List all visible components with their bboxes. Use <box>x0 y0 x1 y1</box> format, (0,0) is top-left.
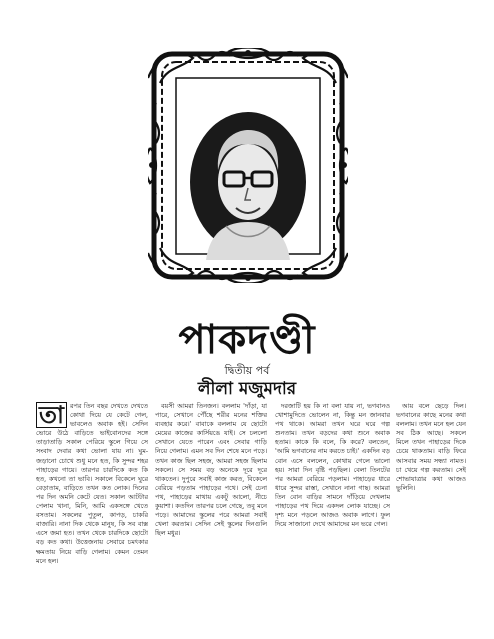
column-text: দরজাটি হয় কি না বলা যায় না, ভগবানও খোশামুদিতে ভোলেন না, কিন্তু মন জানবার পথ থাকে। আমরা তখন ঘরে ঘরে গল্প শুনতাম। তখন বড়দের কথা শুনে অবাক হতাম। কাকে কি বলে, কি করে? বলতেন, 'আমি ভগবানের নাম করতে চাই।' একদিন বড় বোন এসে বললেন, কোথায় গেলে ভালো হয়। সারা দিন বৃষ্টি পড়ছিল। বেলা তিনটের পর আমরা বেরিয়ে পড়লাম। পাহাড়ের ধারে ধারে সুন্দর রাস্তা, সেখানে নানা গাছ। আমরা তিন বোন বাড়ির সামনে দাঁড়িয়ে দেখলাম পাহাড়ের পথ দিয়ে একদল লোক যাচ্ছে। সে দৃশ্য মনে পড়লে আজও অবাক লাগে। ফুল দিয়ে সাজানো দেখে আমাদের মন ভরে গেল। <box>275 402 390 529</box>
article-author: লীলা মজুমদার <box>197 379 297 399</box>
text-column-3 <box>275 402 390 630</box>
portrait-icon <box>186 110 310 260</box>
column-text: রপর তিন বছর দেখতে দেখতে কোথা দিয়ে যে কেটে গেল, ভাবলেও অবাক হই। সেদিন ভোরে উঠে বাড়িতে ভাইবোনদের সঙ্গে তাড়াতাড়ি সকাল পেরিয়ে স্কুলে গিয়ে সে সংবাদ দেবার কথা ভোলা যায় না। ঘুম-জড়ানো চোখে শুধু মনে হত, কি সুন্দর শহর পাহাড়ের গায়ে। তারপর চারদিকে কত কি হত, কখনো তা ভাবি। সকালে বিকেলে ঘুরে বেড়াতাম, বাড়িতে তখন কত লোক। দিনের পর দিন অমনি কেটে যেত। সকাল আটটার পেলাম খানা, মিনি, আমি একসঙ্গে খেতে বসতাম। সকলের পুতুল, কাপড়, চাকরি বাজারি। নানা দিক থেকে মানুষ, কি সব বাক্স এসে জমা হত। তখন থেকে চারদিকে ছোটো বড় কত কথা। উত্তেজনায় সেবারে চমৎকার ক্ষমতায় নিয়ে বাড়ি গেলাম। কেমন তেমন মনে হল। <box>36 402 148 565</box>
text-column-1 <box>36 402 148 630</box>
text-column-4 <box>396 402 466 630</box>
article-title: পাকদণ্ডী <box>178 316 316 363</box>
author-portrait <box>186 110 310 260</box>
column-text: আয় বলে ছেড়ে দিল। ভগবানের কাছে মনের কথা বললাম। তখন মনে হল যেন সব ঠিক আছে। সকলে মিলে তখন পাহাড়ের দিকে চেয়ে থাকতাম। বাড়ি ফিরে আসবার সময় সন্ধ্যা নামত। চা খেয়ে গল্প করতাম। সেই শোভাযাত্রার কথা আজও ভুলিনি। <box>396 402 466 492</box>
paragraph <box>36 402 148 566</box>
drop-cap: তা <box>36 402 67 428</box>
column-text: বয়সী আমরা তিনজন। বললাম 'দাঁড়া, যা পারে, সেখানে পৌঁছে শরীর মনের শক্তির ব্যবহার করে।' বাবাকে বললাম যে ছোটো মেয়ের কাজের কার্সিয়ঙে যাই। সে চললো সেখানে যেতে পারেন এবং সেবার গাড়ি নিয়ে গেলাম। এমন সব দিন শেষে মনে পড়ে। তখন কাজ ছিল সহজ, আমরা সহজ ছিলাম সকলে। সে সময় বড় অনেকে দূরে দূরে থাকতেন। দুপুরে সবাই কাজ করত, বিকেলে বেরিয়ে পড়তাম পাহাড়ের পথে। সেই চেনা পথ, পাহাড়ের মাথায় একটু আলো, নীচে কুয়াশা। কতদিন তারপর চলে গেছে, তবু মনে পড়ে। আমাদের স্কুলের পরে আমরা সবাই খেলা করতাম। সেদিন সেই স্কুলের দিনগুলি ছিল মধুর। <box>155 402 267 538</box>
article-subtitle: দ্বিতীয় পর্ব <box>224 364 270 377</box>
text-column-2 <box>155 402 267 630</box>
